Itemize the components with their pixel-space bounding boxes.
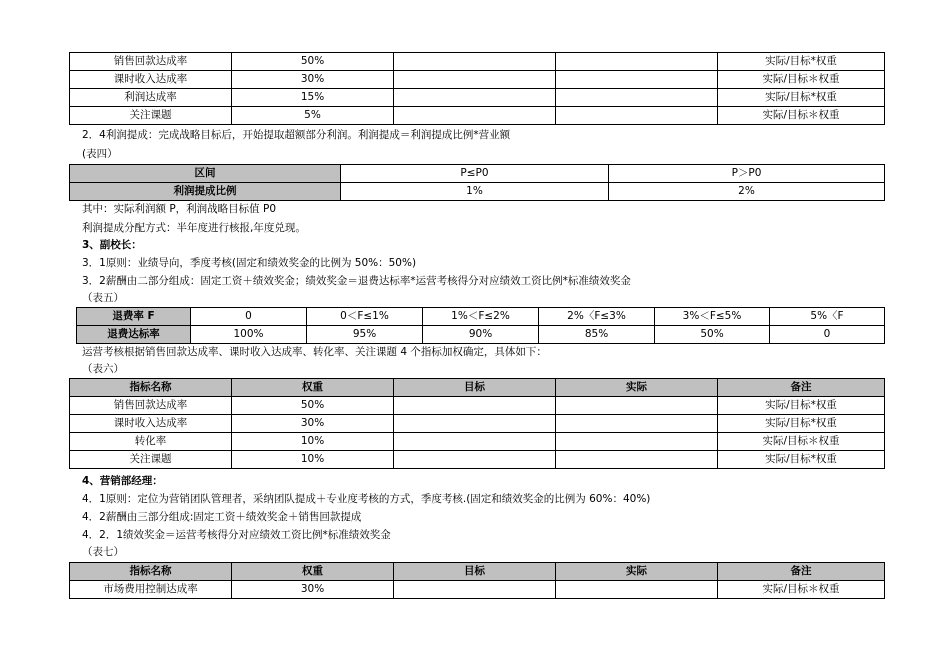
- table-header-cell: 退费率 F: [77, 308, 191, 326]
- table-cell: 85%: [539, 326, 655, 344]
- table-cell: [394, 53, 556, 71]
- table-cell: 1%: [341, 183, 609, 201]
- table-cell: 市场费用控制达成率: [70, 581, 232, 599]
- table-cell: 课时收入达成率: [70, 415, 232, 433]
- table-cell: 0: [770, 326, 885, 344]
- table-4-label: (表四）: [82, 148, 118, 160]
- table-7: [69, 562, 885, 599]
- table-cell: 50%: [232, 397, 394, 415]
- table-cell: 实际/目标*权重: [718, 89, 885, 107]
- heading-vice-principal: 3、副校长：: [82, 239, 142, 251]
- table-cell: 实际/目标＊权重: [718, 71, 885, 89]
- table-cell: 课时收入达成率: [70, 71, 232, 89]
- table-header-cell: 区间: [70, 165, 341, 183]
- table-cell: [394, 581, 556, 599]
- table-header-cell: 2%〈F≤3%: [539, 308, 655, 326]
- table-header-row: [77, 308, 885, 326]
- paragraph-4-2: 4．2薪酬由三部分组成:固定工资＋绩效奖金＋销售回款提成: [82, 511, 362, 523]
- table-row: [70, 53, 885, 71]
- table-cell: [556, 415, 718, 433]
- table-cell: 50%: [655, 326, 770, 344]
- table-cell: 50%: [232, 53, 394, 71]
- table-cell: [556, 397, 718, 415]
- table-cell: [394, 107, 556, 125]
- table-7-label: （表七）: [82, 546, 124, 558]
- table-4: [69, 164, 885, 201]
- paragraph-distribution: 利润提成分配方式：半年度进行核报,年度兑现。: [82, 222, 306, 234]
- table-row: [70, 71, 885, 89]
- table-row: [77, 326, 885, 344]
- table-6: [69, 378, 885, 469]
- table-cell: 30%: [232, 71, 394, 89]
- table-cell: 实际/目标＊权重: [718, 433, 885, 451]
- table-cell: [394, 451, 556, 469]
- table-cell: [556, 53, 718, 71]
- table-cell: 100%: [191, 326, 307, 344]
- table-header-cell: 实际: [556, 563, 718, 581]
- table-cell: [394, 415, 556, 433]
- table-row: [70, 89, 885, 107]
- table-header-cell: 权重: [232, 379, 394, 397]
- paragraph-4-1: 4．1原则：定位为营销团队管理者，采纳团队提成＋专业度考核的方式，季度考核.(固定和绩效奖金的比例为 60%：40%): [82, 493, 651, 505]
- table-cell: 实际/目标*权重: [718, 53, 885, 71]
- paragraph-3-1: 3．1原则：业绩导向，季度考核(固定和绩效奖金的比例为 50%：50%): [82, 257, 417, 269]
- table-cell: [394, 89, 556, 107]
- table-row: [70, 451, 885, 469]
- table-3: [69, 52, 885, 125]
- table-cell: 销售回款达成率: [70, 53, 232, 71]
- table-row: [70, 397, 885, 415]
- table-cell: 实际/目标＊权重: [718, 107, 885, 125]
- table-cell: 实际/目标＊权重: [718, 581, 885, 599]
- table-header-row: [70, 379, 885, 397]
- table-cell: 实际/目标*权重: [718, 397, 885, 415]
- table-header-row: [70, 563, 885, 581]
- table-cell: 利润达成率: [70, 89, 232, 107]
- table-cell: 90%: [423, 326, 539, 344]
- paragraph-ops: 运营考核根据销售回款达成率、课时收入达成率、转化率、关注课题 4 个指标加权确定，具体如下：: [82, 346, 547, 358]
- table-header-cell: 5%〈F: [770, 308, 885, 326]
- table-cell: [556, 581, 718, 599]
- table-cell: 10%: [232, 433, 394, 451]
- table-cell: 15%: [232, 89, 394, 107]
- table-header-cell: 目标: [394, 379, 556, 397]
- heading-marketing-manager: 4、营销部经理：: [82, 475, 163, 487]
- table-cell: 利润提成比例: [70, 183, 341, 201]
- table-header-cell: 实际: [556, 379, 718, 397]
- table-cell: [394, 71, 556, 89]
- table-header-cell: 1%＜F≤2%: [423, 308, 539, 326]
- table-cell: [394, 397, 556, 415]
- table-cell: [556, 451, 718, 469]
- table-cell: 实际/目标*权重: [718, 415, 885, 433]
- table-5: [76, 307, 885, 344]
- table-5-label: （表五）: [82, 292, 124, 304]
- table-cell: 5%: [232, 107, 394, 125]
- table-header-cell: 0＜F≤1%: [307, 308, 423, 326]
- table-cell: 转化率: [70, 433, 232, 451]
- table-cell: [556, 89, 718, 107]
- paragraph-3-2: 3．2薪酬由二部分组成：固定工资＋绩效奖金；绩效奖金＝退费达标率*运营考核得分对应绩效工资比例*标准绩效奖金: [82, 275, 631, 287]
- table-header-cell: 3%＜F≤5%: [655, 308, 770, 326]
- table-cell: [556, 433, 718, 451]
- table-row: [70, 433, 885, 451]
- table-row: [70, 183, 885, 201]
- table-cell: [556, 71, 718, 89]
- table-header-cell: P＞P0: [609, 165, 885, 183]
- table-header-cell: 备注: [718, 379, 885, 397]
- table-cell: 30%: [232, 415, 394, 433]
- table-header-cell: 备注: [718, 563, 885, 581]
- table-cell: 关注课题: [70, 451, 232, 469]
- paragraph-2-4: 2．4利润提成：完成战略目标后，开始提取超额部分利润。利润提成＝利润提成比例*营业额: [82, 129, 511, 141]
- table-cell: [394, 433, 556, 451]
- table-row: [70, 415, 885, 433]
- table-row: [70, 107, 885, 125]
- paragraph-4-2-1: 4．2．1绩效奖金＝运营考核得分对应绩效工资比例*标准绩效奖金: [82, 529, 391, 541]
- table-cell: 10%: [232, 451, 394, 469]
- table-cell: 退费达标率: [77, 326, 191, 344]
- table-cell: 实际/目标*权重: [718, 451, 885, 469]
- table-cell: 95%: [307, 326, 423, 344]
- table-header-cell: 指标名称: [70, 379, 232, 397]
- paragraph-where: 其中：实际利润额 P，利润战略目标值 P0: [82, 203, 277, 215]
- table-cell: 30%: [232, 581, 394, 599]
- table-cell: 关注课题: [70, 107, 232, 125]
- table-header-cell: P≤P0: [341, 165, 609, 183]
- table-cell: 销售回款达成率: [70, 397, 232, 415]
- table-header-row: [70, 165, 885, 183]
- table-cell: [556, 107, 718, 125]
- table-header-cell: 目标: [394, 563, 556, 581]
- table-cell: 2%: [609, 183, 885, 201]
- table-6-label: （表六）: [82, 363, 124, 375]
- table-header-cell: 指标名称: [70, 563, 232, 581]
- table-header-cell: 权重: [232, 563, 394, 581]
- table-header-cell: 0: [191, 308, 307, 326]
- table-row: [70, 581, 885, 599]
